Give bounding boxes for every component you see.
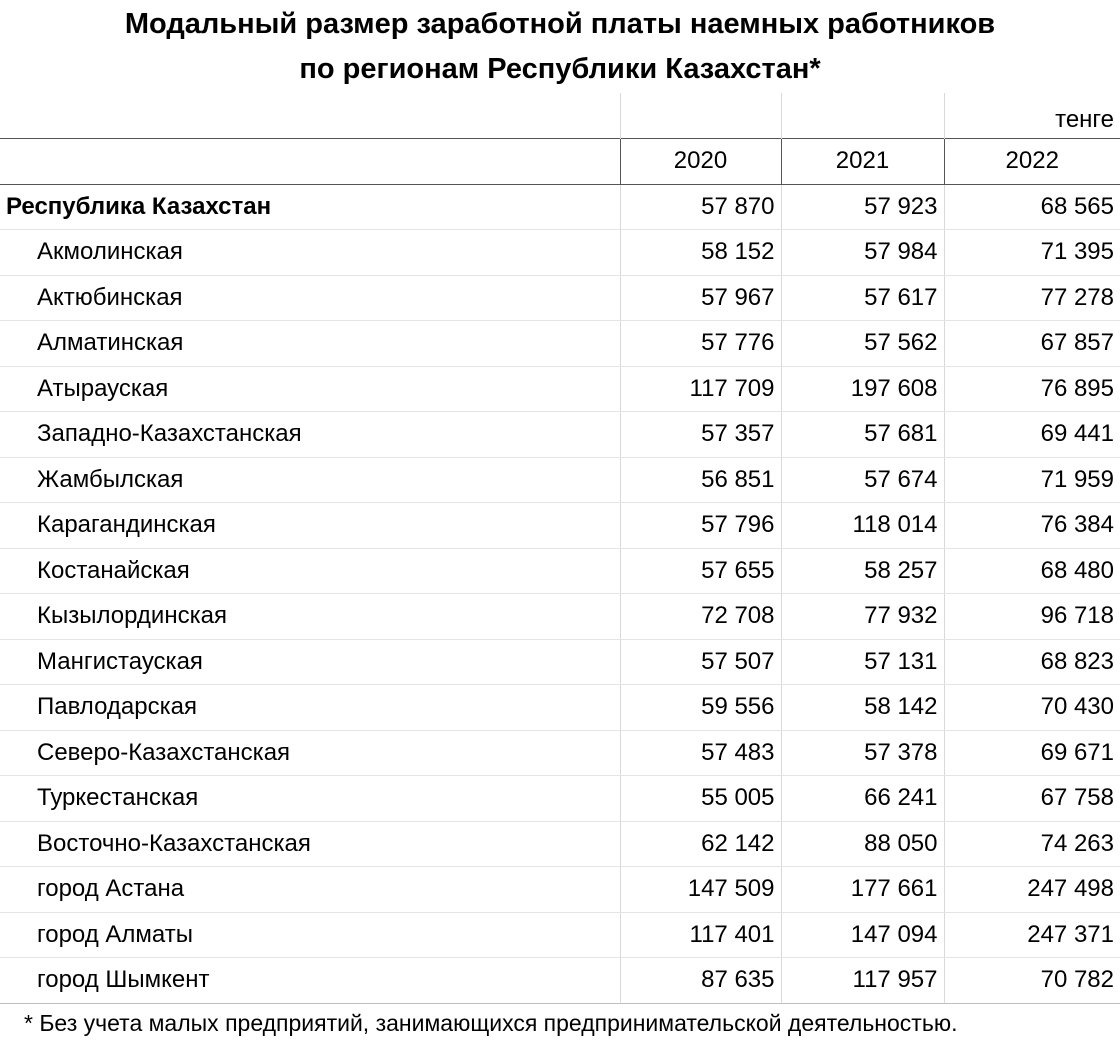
table-row xyxy=(0,776,1120,822)
region-name: Западно-Казахстанская xyxy=(0,412,620,458)
value-2022: 70 782 xyxy=(944,958,1120,1004)
value-2020: 147 509 xyxy=(620,867,781,913)
value-2022: 71 395 xyxy=(944,230,1120,276)
value-2022: 68 823 xyxy=(944,639,1120,685)
value-2020: 57 796 xyxy=(620,503,781,549)
region-name: Кызылординская xyxy=(0,594,620,640)
value-2021: 58 257 xyxy=(781,548,944,594)
value-2020: 57 507 xyxy=(620,639,781,685)
table-row xyxy=(0,730,1120,776)
table-row xyxy=(0,457,1120,503)
value-2020: 87 635 xyxy=(620,958,781,1004)
value-2020: 57 483 xyxy=(620,730,781,776)
table-row xyxy=(0,412,1120,458)
value-2021: 57 378 xyxy=(781,730,944,776)
value-2022: 247 371 xyxy=(944,912,1120,958)
value-2020: 55 005 xyxy=(620,776,781,822)
region-name: город Астана xyxy=(0,867,620,913)
table-row xyxy=(0,503,1120,549)
region-name: Атырауская xyxy=(0,366,620,412)
region-name: Туркестанская xyxy=(0,776,620,822)
region-name: Жамбылская xyxy=(0,457,620,503)
value-2022: 71 959 xyxy=(944,457,1120,503)
value-2021: 118 014 xyxy=(781,503,944,549)
value-2020: 117 401 xyxy=(620,912,781,958)
value-2021: 197 608 xyxy=(781,366,944,412)
value-2022: 68 565 xyxy=(944,184,1120,230)
units-row xyxy=(0,93,1120,138)
region-name: Алматинская xyxy=(0,321,620,367)
title-line-2: по регионам Республики Казахстан* xyxy=(299,53,821,85)
value-2020: 57 870 xyxy=(620,184,781,230)
value-2020: 57 967 xyxy=(620,275,781,321)
region-name: Мангистауская xyxy=(0,639,620,685)
region-name: Акмолинская xyxy=(0,230,620,276)
header-year: 2021 xyxy=(781,138,944,184)
value-2020: 57 655 xyxy=(620,548,781,594)
value-2020: 72 708 xyxy=(620,594,781,640)
table-row xyxy=(0,275,1120,321)
units-spacer xyxy=(620,93,781,138)
region-name: Актюбинская xyxy=(0,275,620,321)
table-row xyxy=(0,821,1120,867)
value-2022: 96 718 xyxy=(944,594,1120,640)
region-name: Павлодарская xyxy=(0,685,620,731)
value-2022: 67 857 xyxy=(944,321,1120,367)
header-year: 2020 xyxy=(620,138,781,184)
title-line-1: Модальный размер заработной платы наемных работников xyxy=(124,8,996,40)
header-year: 2022 xyxy=(944,138,1120,184)
value-2021: 57 674 xyxy=(781,457,944,503)
value-2020: 59 556 xyxy=(620,685,781,731)
table-row xyxy=(0,230,1120,276)
value-2021: 147 094 xyxy=(781,912,944,958)
value-2020: 56 851 xyxy=(620,457,781,503)
region-name: Восточно-Казахстанская xyxy=(0,821,620,867)
value-2021: 57 562 xyxy=(781,321,944,367)
value-2021: 66 241 xyxy=(781,776,944,822)
value-2021: 58 142 xyxy=(781,685,944,731)
table-row xyxy=(0,366,1120,412)
region-name: Республика Казахстан xyxy=(0,184,620,230)
value-2022: 76 895 xyxy=(944,366,1120,412)
value-2020: 57 776 xyxy=(620,321,781,367)
region-name: Северо-Казахстанская xyxy=(0,730,620,776)
table-row xyxy=(0,594,1120,640)
region-name: Костанайская xyxy=(0,548,620,594)
value-2022: 70 430 xyxy=(944,685,1120,731)
value-2021: 177 661 xyxy=(781,867,944,913)
table-row xyxy=(0,685,1120,731)
value-2022: 67 758 xyxy=(944,776,1120,822)
table-row xyxy=(0,321,1120,367)
table-row xyxy=(0,639,1120,685)
table-row xyxy=(0,548,1120,594)
table-row xyxy=(0,958,1120,1004)
value-2021: 57 923 xyxy=(781,184,944,230)
value-2022: 77 278 xyxy=(944,275,1120,321)
region-name: город Шымкент xyxy=(0,958,620,1004)
value-2021: 57 984 xyxy=(781,230,944,276)
value-2021: 57 681 xyxy=(781,412,944,458)
units-label: тенге xyxy=(1055,105,1114,133)
value-2021: 77 932 xyxy=(781,594,944,640)
value-2021: 117 957 xyxy=(781,958,944,1004)
footnote: * Без учета малых предприятий, занимающихся предпринимательской деятельностью. xyxy=(24,1010,958,1036)
header-row xyxy=(0,138,1120,184)
value-2020: 62 142 xyxy=(620,821,781,867)
value-2022: 76 384 xyxy=(944,503,1120,549)
wage-table xyxy=(0,93,1120,1004)
value-2022: 68 480 xyxy=(944,548,1120,594)
table-row-total xyxy=(0,184,1120,230)
value-2020: 117 709 xyxy=(620,366,781,412)
value-2022: 74 263 xyxy=(944,821,1120,867)
units-spacer xyxy=(781,93,944,138)
table-row xyxy=(0,912,1120,958)
value-2020: 57 357 xyxy=(620,412,781,458)
value-2020: 58 152 xyxy=(620,230,781,276)
value-2021: 57 131 xyxy=(781,639,944,685)
value-2021: 88 050 xyxy=(781,821,944,867)
region-name: город Алматы xyxy=(0,912,620,958)
units-spacer xyxy=(0,93,620,138)
table-row xyxy=(0,867,1120,913)
header-region xyxy=(0,138,620,184)
value-2021: 57 617 xyxy=(781,275,944,321)
region-name: Карагандинская xyxy=(0,503,620,549)
value-2022: 247 498 xyxy=(944,867,1120,913)
value-2022: 69 441 xyxy=(944,412,1120,458)
value-2022: 69 671 xyxy=(944,730,1120,776)
